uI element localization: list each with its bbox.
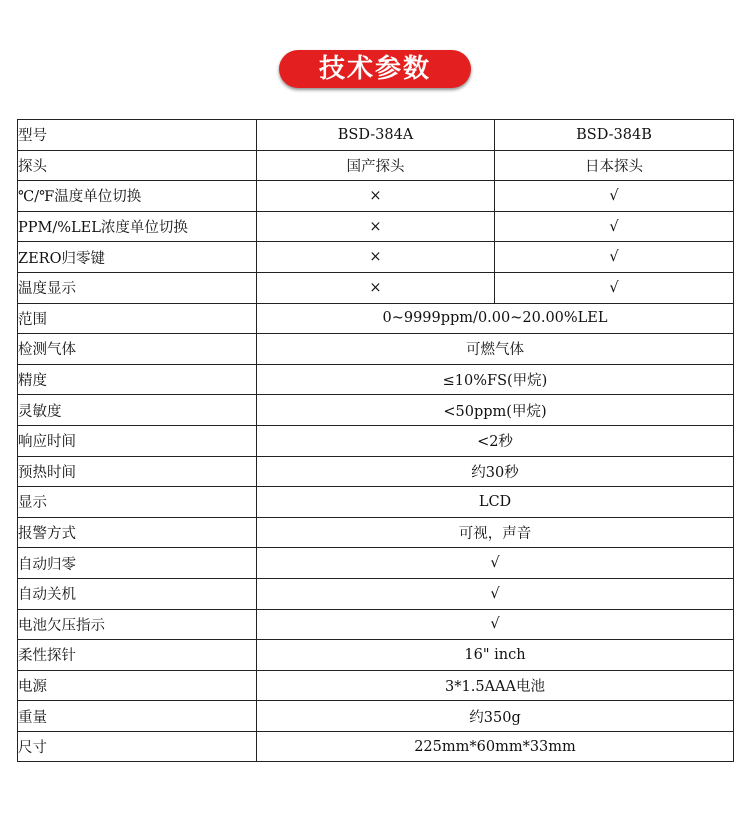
model-a-cell: × — [257, 242, 495, 273]
row-value: <2秒 — [257, 425, 734, 456]
row-label: PPM/%LEL浓度单位切换 — [18, 211, 257, 242]
model-a-cell: BSD-384A — [257, 120, 495, 151]
table-row — [18, 731, 734, 762]
table-row — [18, 640, 734, 671]
row-value: √ — [257, 578, 734, 609]
row-value: 0~9999ppm/0.00~20.00%LEL — [257, 303, 734, 334]
row-value: 可燃气体 — [257, 334, 734, 365]
row-value: 约350g — [257, 701, 734, 732]
table-row — [18, 548, 734, 579]
row-value: ≤10%FS(甲烷) — [257, 364, 734, 395]
table-row — [18, 425, 734, 456]
table-row — [18, 609, 734, 640]
row-label: 重量 — [18, 701, 257, 732]
table-row — [18, 303, 734, 334]
row-label: 自动归零 — [18, 548, 257, 579]
row-value: √ — [257, 548, 734, 579]
row-label: ℃/℉温度单位切换 — [18, 181, 257, 212]
row-value: 3*1.5AAA电池 — [257, 670, 734, 701]
row-value: 225mm*60mm*33mm — [257, 731, 734, 762]
row-label: 精度 — [18, 364, 257, 395]
table-row — [18, 578, 734, 609]
row-label: 柔性探针 — [18, 640, 257, 671]
table-row — [18, 701, 734, 732]
table-row — [18, 334, 734, 365]
row-label: 报警方式 — [18, 517, 257, 548]
row-value: <50ppm(甲烷) — [257, 395, 734, 426]
model-a-cell: × — [257, 211, 495, 242]
table-row — [18, 181, 734, 212]
model-a-cell: 国产探头 — [257, 150, 495, 181]
row-label: 范围 — [18, 303, 257, 334]
model-b-cell: √ — [495, 181, 734, 212]
table-row — [18, 517, 734, 548]
row-label: 自动关机 — [18, 578, 257, 609]
row-label: 探头 — [18, 150, 257, 181]
model-a-cell: × — [257, 181, 495, 212]
table-row — [18, 150, 734, 181]
title-area — [0, 50, 750, 88]
table-row — [18, 120, 734, 151]
table-row — [18, 487, 734, 518]
row-label: 电池欠压指示 — [18, 609, 257, 640]
spec-table — [17, 119, 734, 762]
model-b-cell: BSD-384B — [495, 120, 734, 151]
model-a-cell: × — [257, 272, 495, 303]
table-row — [18, 272, 734, 303]
model-b-cell: √ — [495, 211, 734, 242]
row-label: 灵敏度 — [18, 395, 257, 426]
row-label: 型号 — [18, 120, 257, 151]
row-label: 尺寸 — [18, 731, 257, 762]
table-row — [18, 242, 734, 273]
row-label: 响应时间 — [18, 425, 257, 456]
model-b-cell: 日本探头 — [495, 150, 734, 181]
row-value: LCD — [257, 487, 734, 518]
row-value: 16" inch — [257, 640, 734, 671]
row-value: 约30秒 — [257, 456, 734, 487]
row-label: ZERO归零键 — [18, 242, 257, 273]
row-label: 显示 — [18, 487, 257, 518]
row-label: 电源 — [18, 670, 257, 701]
model-b-cell: √ — [495, 242, 734, 273]
table-row — [18, 364, 734, 395]
row-label: 预热时间 — [18, 456, 257, 487]
table-row — [18, 395, 734, 426]
row-value: √ — [257, 609, 734, 640]
page-title: 技术参数 — [279, 50, 471, 88]
table-row — [18, 456, 734, 487]
row-label: 检测气体 — [18, 334, 257, 365]
model-b-cell: √ — [495, 272, 734, 303]
row-label: 温度显示 — [18, 272, 257, 303]
row-value: 可视，声音 — [257, 517, 734, 548]
table-row — [18, 670, 734, 701]
table-row — [18, 211, 734, 242]
